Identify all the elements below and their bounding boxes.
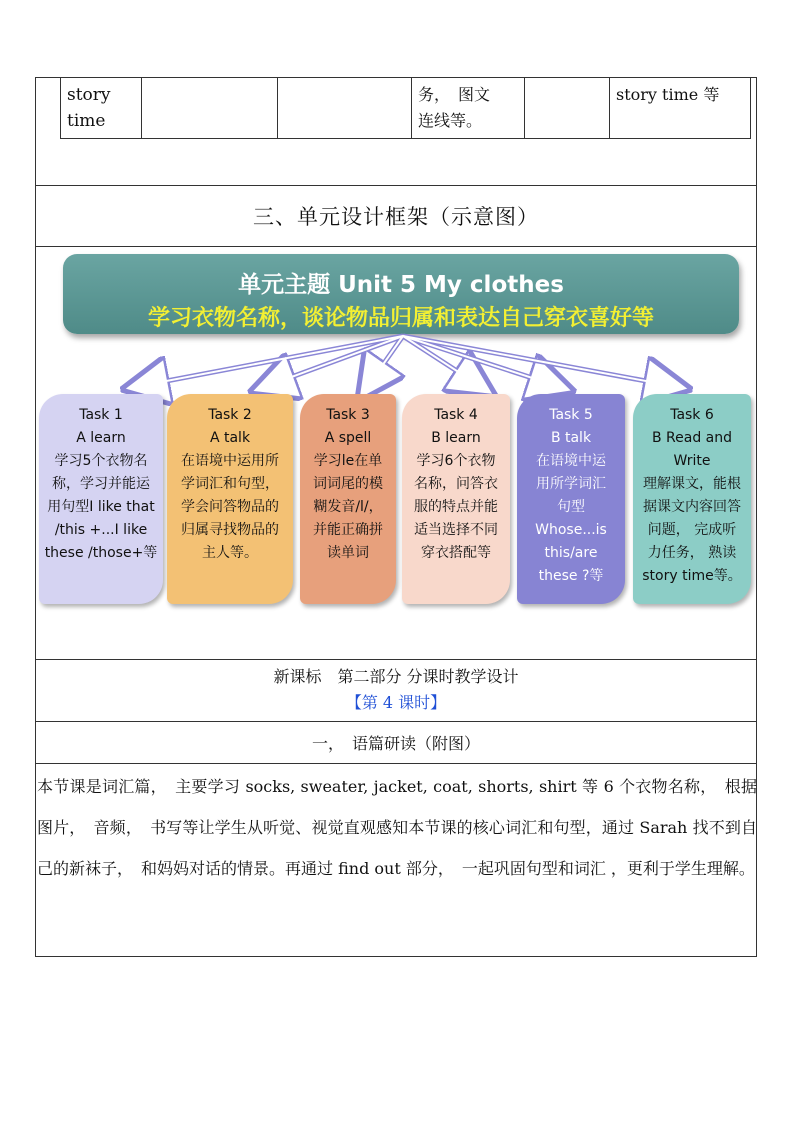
task-card-6 bbox=[633, 394, 751, 604]
task-card-1 bbox=[39, 394, 163, 604]
cell-empty bbox=[525, 78, 610, 139]
lesson-number: 【第 4 课时】 bbox=[345, 693, 447, 712]
task-subtitle: A spell bbox=[324, 430, 372, 446]
cell-empty bbox=[278, 78, 412, 139]
task-subtitle: A learn bbox=[76, 430, 126, 446]
cell-story-time-etc: story time 等 bbox=[610, 78, 751, 139]
top-table bbox=[60, 77, 751, 139]
task-description: 在语境中运 用所学词汇 句型 Whose...is this/are these ?等 bbox=[535, 453, 607, 584]
reading-section-title: 一， 语篇研读（附图） bbox=[311, 733, 480, 753]
unit-theme-subtitle: 学习衣物名称，谈论物品归属和表达自己穿衣喜好等 bbox=[147, 306, 654, 331]
arrows-icon bbox=[35, 246, 757, 406]
task-title: Task 1 bbox=[79, 407, 123, 423]
unit-design-diagram bbox=[35, 246, 757, 659]
task-title: Task 4 bbox=[434, 407, 478, 423]
section-title: 三、单元设计框架（示意图） bbox=[253, 205, 539, 229]
task-description: 学习6个衣物 名称，问答衣 服的特点并能 适当选择不同 穿衣搭配等 bbox=[414, 453, 498, 561]
task-card-4 bbox=[402, 394, 510, 604]
task-card-3 bbox=[300, 394, 396, 604]
task-title: Task 2 bbox=[208, 407, 252, 423]
task-subtitle: B talk bbox=[550, 430, 592, 446]
lesson-analysis-paragraph: 本节课是词汇篇， 主要学习 socks, sweater, jacket, coat, shorts, shirt 等 6 个衣物名称， 根据图片， 音频， 书写等让学生从听觉、视觉直观感知本节课的核心词汇和句型，通过 Sarah 找不到自己的新袜子， 和妈妈对话的情景。再通过 find out 部分， 一起巩固句型和词汇 ，更利于学生理解。 bbox=[37, 777, 757, 878]
task-description: 理解课文，能根 据课文内容回答 问题， 完成听 力任务， 熟读 story time等。 bbox=[642, 476, 742, 584]
task-title: Task 5 bbox=[549, 407, 593, 423]
task-card-2 bbox=[167, 394, 293, 604]
task-subtitle: A talk bbox=[209, 430, 251, 446]
task-subtitle: B learn bbox=[431, 430, 481, 446]
task-subtitle: B Read and Write bbox=[651, 430, 733, 469]
task-title: Task 6 bbox=[670, 407, 714, 423]
cell-task-desc: 务， 图文 连线等。 bbox=[412, 78, 525, 139]
lesson-part-title: 新课标 第二部分 分课时教学设计 bbox=[273, 667, 519, 686]
task-card-5 bbox=[517, 394, 625, 604]
task-description: 学习le在单 词词尾的模 糊发音/l/， 并能正确拼 读单词 bbox=[313, 453, 383, 561]
unit-theme-title: 单元主题 Unit 5 My clothes bbox=[238, 272, 564, 298]
task-title: Task 3 bbox=[326, 407, 370, 423]
cell-empty bbox=[142, 78, 278, 139]
task-description: 学习5个衣物名 称，学习并能运 用句型I like that /this +...I like these /those+等 bbox=[44, 453, 158, 561]
cell-story-time: story time bbox=[61, 78, 142, 139]
task-description: 在语境中运用所 学词汇和句型， 学会问答物品的 归属寻找物品的 主人等。 bbox=[181, 453, 279, 561]
divider bbox=[35, 763, 757, 764]
lesson-header bbox=[35, 660, 757, 720]
